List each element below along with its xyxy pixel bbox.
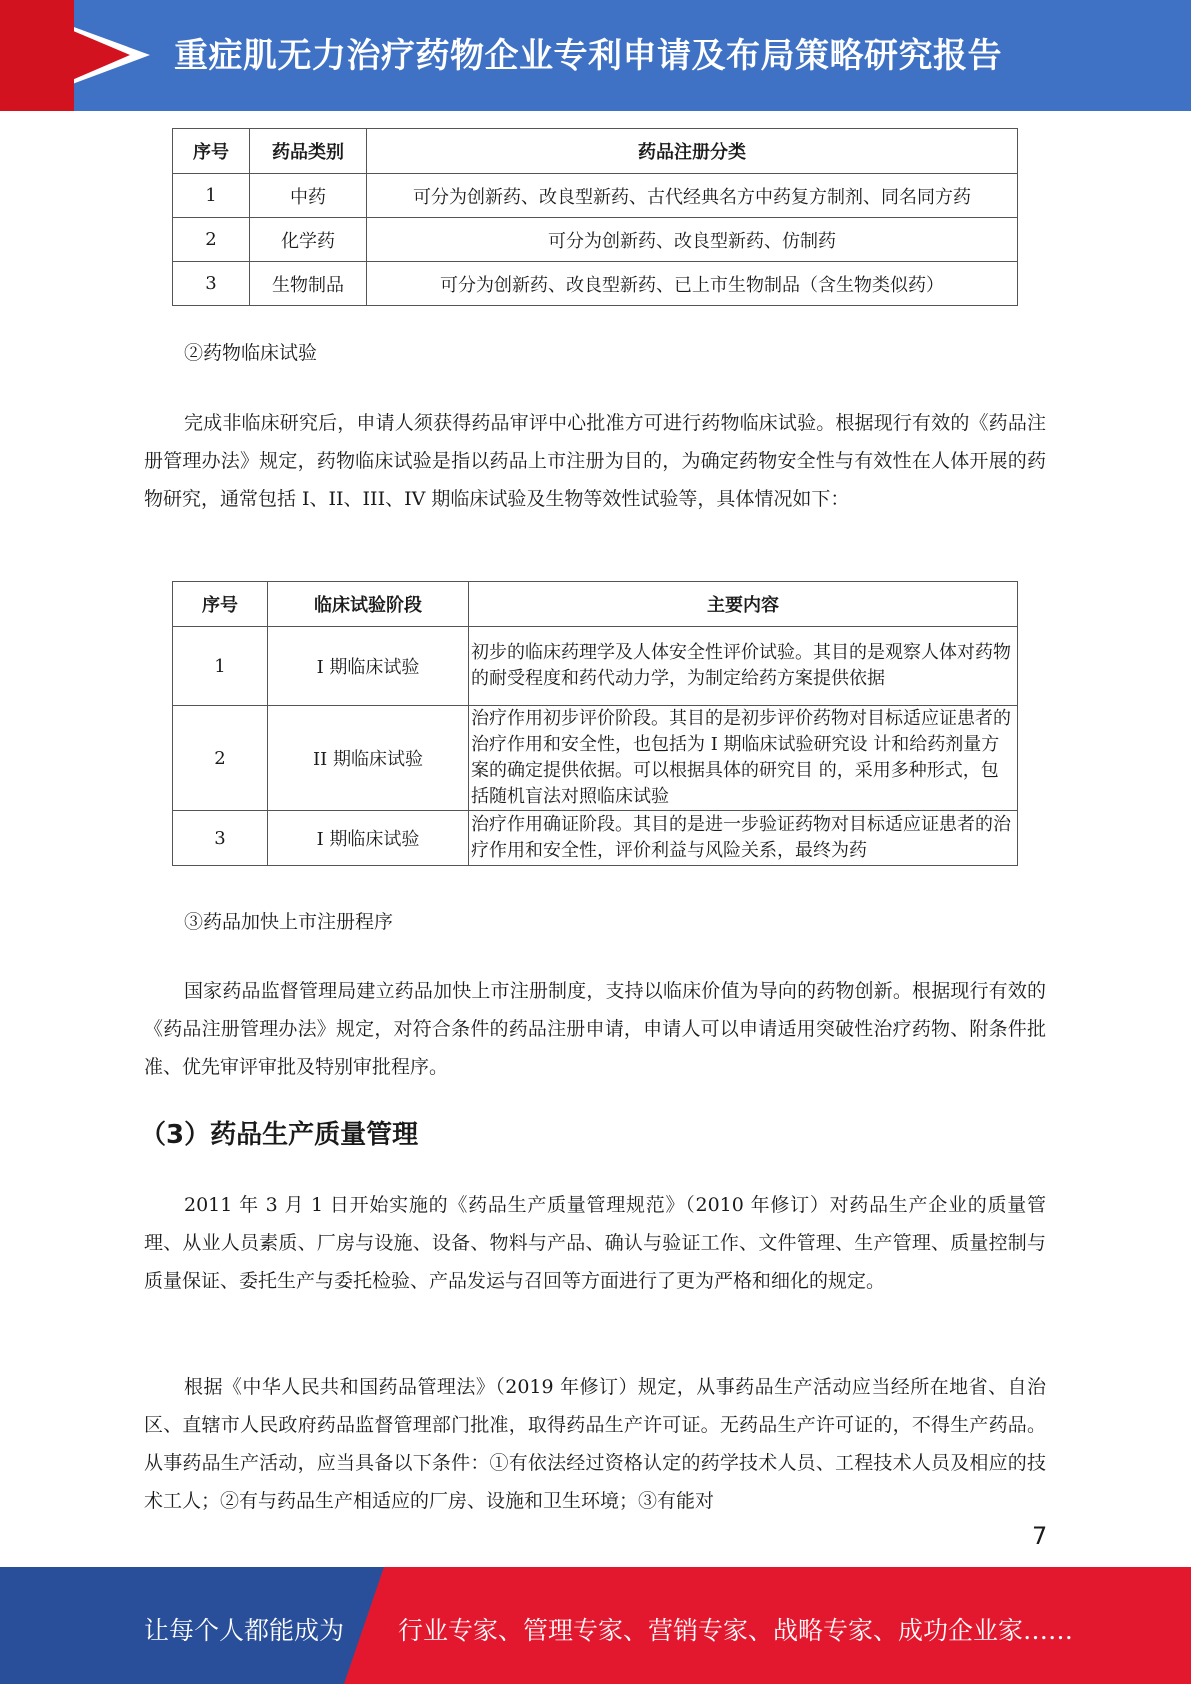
- drug-category-table: [172, 128, 1018, 306]
- report-title: 重症肌无力治疗药物企业专利申请及布局策略研究报告: [174, 36, 1002, 76]
- page-number: 7: [1032, 1522, 1048, 1550]
- table-cell-index: 1: [173, 174, 250, 218]
- table-cell-index: 3: [173, 262, 250, 306]
- table-row: [173, 627, 1018, 706]
- table-cell-content: 治疗作用确证阶段。其目的是进一步验证药物对目标适应证患者的治疗作用和安全性，评价利益与风险关系，最终为药: [469, 811, 1018, 866]
- section-heading-production-quality: （3）药品生产质量管理: [140, 1120, 419, 1150]
- header-banner: [0, 0, 1191, 111]
- table-cell-index: 2: [173, 706, 268, 811]
- table-row: [173, 218, 1018, 262]
- subheading-clinical-trials: ②药物临床试验: [184, 342, 318, 364]
- table-row: [173, 262, 1018, 306]
- table-row: [173, 174, 1018, 218]
- table-cell-phase: II 期临床试验: [268, 706, 469, 811]
- table-header-cell: 序号: [173, 582, 268, 627]
- table-header-row: [173, 129, 1018, 174]
- paragraph-accelerated-registration: 国家药品监督管理局建立药品加快上市注册制度，支持以临床价值为导向的药物创新。根据现行有效的《药品注册管理办法》规定，对符合条件的药品注册申请，申请人可以申请适用突破性治疗药物、附条件批准、优先审评审批及特别审批程序。: [144, 980, 1046, 1078]
- table-header-cell: 临床试验阶段: [268, 582, 469, 627]
- table-cell-index: 2: [173, 218, 250, 262]
- table-header-cell: 药品注册分类: [367, 129, 1018, 174]
- footer-banner: [0, 1567, 1191, 1684]
- paragraph-drug-administration-law: 根据《中华人民共和国药品管理法》（2019 年修订）规定，从事药品生产活动应当经所在地省、自治区、直辖市人民政府药品监督管理部门批准，取得药品生产许可证。无药品生产许可证的，不得生产药品。从事药品生产活动，应当具备以下条件：①有依法经过资格认定的药学技术人员、工程技术人员及相应的技术工人；②有与药品生产相适应的厂房、设施和卫生环境；③有能对: [144, 1376, 1046, 1512]
- table-cell-category: 生物制品: [250, 262, 367, 306]
- table-row: [173, 811, 1018, 866]
- table-cell-content: 治疗作用初步评价阶段。其目的是初步评价药物对目标适应证患者的治疗作用和安全性，也包括为 I 期临床试验研究设 计和给药剂量方案的确定提供依据。可以根据具体的研究目 的，采用多种形式，包括随机盲法对照临床试验: [469, 706, 1018, 811]
- header-red-chevron: [0, 0, 130, 111]
- clinical-trial-table: [172, 581, 1018, 866]
- paragraph-clinical-trials: 完成非临床研究后，申请人须获得药品审评中心批准方可进行药物临床试验。根据现行有效的《药品注册管理办法》规定，药物临床试验是指以药品上市注册为目的，为确定药物安全性与有效性在人体开展的药物研究，通常包括 I、II、III、IV 期临床试验及生物等效性试验等，具体情况如下：: [144, 412, 1046, 510]
- subheading-accelerated-registration: ③药品加快上市注册程序: [184, 911, 394, 933]
- table-row: [173, 706, 1018, 811]
- footer-slogan-right: 行业专家、管理专家、营销专家、战略专家、成功企业家……: [398, 1616, 1074, 1645]
- paragraph-gmp: 2011 年 3 月 1 日开始实施的《药品生产质量管理规范》（2010 年修订）对药品生产企业的质量管理、从业人员素质、厂房与设施、设备、物料与产品、确认与验证工作、文件管理、生产管理、质量控制与质量保证、委托生产与委托检验、产品发运与召回等方面进行了更为严格和细化的规定。: [144, 1194, 1046, 1292]
- footer-slogan-left: 让每个人都能成为: [144, 1616, 345, 1645]
- table-cell-phase: I 期临床试验: [268, 627, 469, 706]
- table-cell-classification: 可分为创新药、改良型新药、已上市生物制品（含生物类似药）: [367, 262, 1018, 306]
- table-header-row: [173, 582, 1018, 627]
- table-cell-phase: I 期临床试验: [268, 811, 469, 866]
- table-header-cell: 药品类别: [250, 129, 367, 174]
- table-cell-classification: 可分为创新药、改良型新药、古代经典名方中药复方制剂、同名同方药: [367, 174, 1018, 218]
- table-cell-category: 化学药: [250, 218, 367, 262]
- table-cell-content: 初步的临床药理学及人体安全性评价试验。其目的是观察人体对药物的耐受程度和药代动力学，为制定给药方案提供依据: [469, 627, 1018, 706]
- table-header-cell: 序号: [173, 129, 250, 174]
- table-header-cell: 主要内容: [469, 582, 1018, 627]
- table-cell-index: 1: [173, 627, 268, 706]
- table-cell-index: 3: [173, 811, 268, 866]
- table-cell-classification: 可分为创新药、改良型新药、仿制药: [367, 218, 1018, 262]
- table-cell-category: 中药: [250, 174, 367, 218]
